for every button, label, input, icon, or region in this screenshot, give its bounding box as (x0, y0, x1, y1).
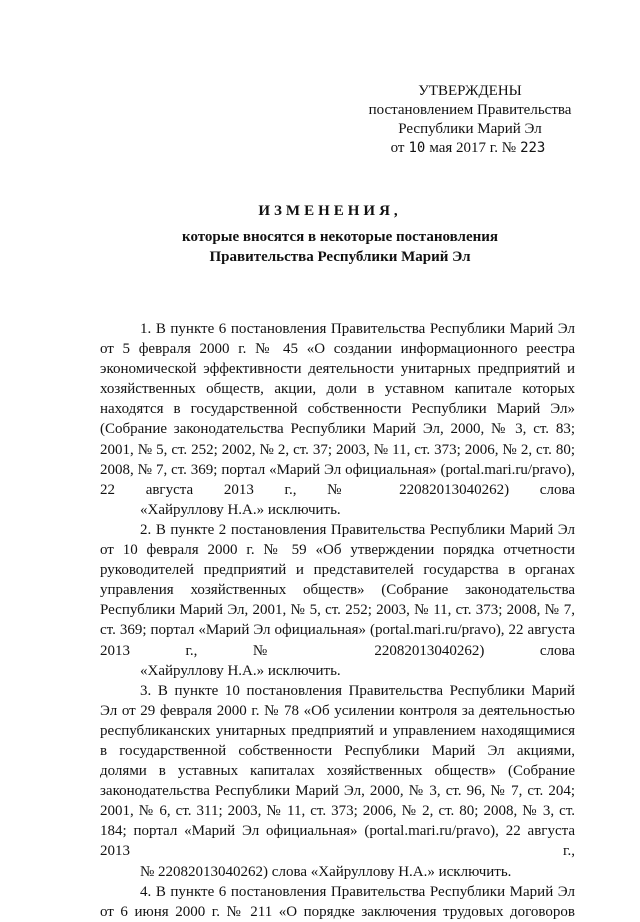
paragraph-2-tail: «Хайруллову Н.А.» исключить. (140, 662, 341, 679)
paragraph-4 (100, 882, 575, 922)
approval-date-line (360, 139, 580, 158)
approval-line-decree: постановлением Правительства (368, 102, 572, 118)
document-title: ИЗМЕНЕНИЯ, (258, 203, 402, 219)
paragraph-1-text: 1. В пункте 6 постановления Правительства Республики Марий Эл от 5 февраля 2000 г. № 45 «О создании информационного реестра экономической эффективности деятельности унитарных предприятий и хозяйственных обществ, акции, доли в уставном капитале которых находятся в государственной собственности Республики Марий Эл» (Собрание законодательства Республики Марий Эл, 2000, № 3, ст. 83; 2001, № 5, ст. 252; 2002, № 2, ст. 37; 2003, № 11, ст. 373; 2006, № 2, ст. 80; 2008, № 7, ст. 369; портал «Марий Эл официальная» (portal.mari.ru/pravo), 22 августа 2013 г., № 22082013040262) слова (100, 321, 575, 498)
paragraph-2-text: 2. В пункте 2 постановления Правительства Республики Марий Эл от 10 февраля 2000 г. № 59 «Об утверждении порядка отчетности руководителей предприятий и представителей государства в органах управления хозяйственных обществ» (Собрание законодательства Республики Марий Эл, 2001, № 5, ст. 252; 2003, № 11, ст. 373; 2008, № 7, ст. 369; портал «Марий Эл официальная» (portal.mari.ru/pravo), 22 августа 2013 г., № 22082013040262) слова (100, 521, 575, 659)
paragraph-3 (100, 681, 575, 882)
subtitle-line-2: Правительства Республики Марий Эл (209, 249, 471, 265)
paragraph-4-text: 4. В пункте 6 постановления Правительства Республики Марий Эл от 6 июня 2000 г. № 211 «О порядке заключения трудовых договоров (100, 883, 575, 920)
approval-month-year: мая 2017 г. № (429, 140, 517, 156)
subtitle-line-1: которые вносятся в некоторые постановления (182, 229, 498, 245)
paragraph-3-tail: № 22082013040262) слова «Хайруллову Н.А.» исключить. (140, 863, 512, 880)
document-body (100, 319, 575, 922)
paragraph-3-text: 3. В пункте 10 постановления Правительства Республики Марий Эл от 29 февраля 2000 г. № 78 «Об усилении контроля за деятельностью республиканских унитарных предприятий и управлением находящимися в государственной собственности Республики Марий Эл акциями, долями в уставных капиталах хозяйственных обществ» (Собрание законодательства Республики Марий Эл, 2000, № 3, ст. 96, № 7, ст. 204; 2001, № 6, ст. 311; 2003, № 11, ст. 373; 2006, № 2, ст. 80; 2008, № 3, ст. 184; портал «Марий Эл официальная» (portal.mari.ru/pravo), 22 августа 2013 г., (100, 682, 575, 860)
paragraph-1 (100, 319, 575, 520)
approval-heading: УТВЕРЖДЕНЫ (418, 83, 522, 99)
approval-line-republic: Республики Марий Эл (398, 121, 542, 137)
approval-stamp (360, 82, 580, 158)
approval-number: 223 (520, 140, 546, 156)
approval-date-prefix: от (390, 140, 405, 156)
paragraph-2 (100, 520, 575, 681)
paragraph-1-tail: «Хайруллову Н.А.» исключить. (140, 501, 341, 518)
approval-day: 10 (408, 140, 426, 156)
document-subtitle (20, 227, 640, 267)
